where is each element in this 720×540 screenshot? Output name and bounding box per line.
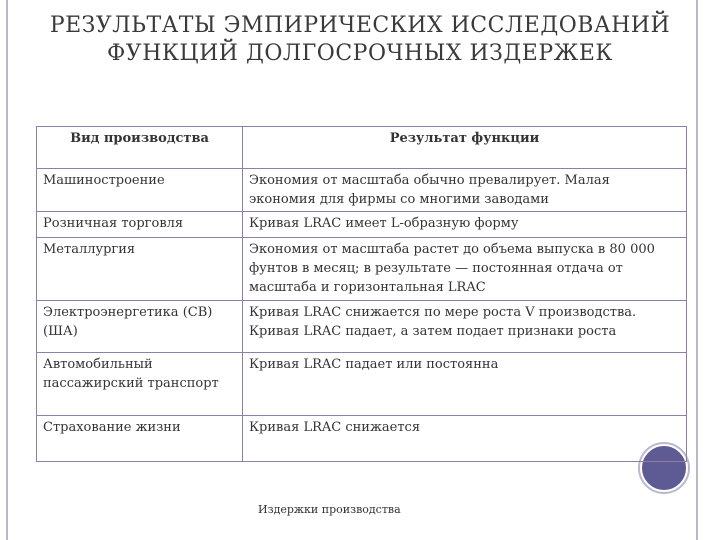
slide-title: РЕЗУЛЬТАТЫ ЭМПИРИЧЕСКИХ ИССЛЕДОВАНИЙ ФУНКЦИЙ ДОЛГОСРОЧНЫХ ИЗДЕРЖЕК bbox=[49, 13, 671, 66]
table-row bbox=[37, 416, 687, 462]
results-table bbox=[36, 126, 687, 462]
industry-cell: Страхование жизни bbox=[37, 416, 243, 462]
table-header-row bbox=[37, 127, 687, 169]
table-row bbox=[37, 212, 687, 238]
table-row bbox=[37, 353, 687, 416]
result-cell: Кривая LRAC падает или постоянна bbox=[243, 353, 687, 416]
header-industry: Вид производства bbox=[37, 127, 243, 169]
result-cell: Кривая LRAC снижается bbox=[243, 416, 687, 462]
industry-cell: Электроэнергетика (СВ) (ША) bbox=[37, 301, 243, 353]
slide-right-border bbox=[696, 0, 698, 540]
table-row bbox=[37, 238, 687, 301]
table-row bbox=[37, 301, 687, 353]
result-cell: Кривая LRAC имеет L-образную форму bbox=[243, 212, 687, 238]
industry-cell: Металлургия bbox=[37, 238, 243, 301]
result-cell: Экономия от масштаба обычно превалирует. Малая экономия для фирмы со многими заводами bbox=[243, 169, 687, 212]
result-cell: Экономия от масштаба растет до объема выпуска в 80 000 фунтов в месяц; в результате — постоянная отдача от масштаба и горизонтальная LRAC bbox=[243, 238, 687, 301]
industry-cell: Автомобильный пассажирский транспорт bbox=[37, 353, 243, 416]
industry-cell: Машиностроение bbox=[37, 169, 243, 212]
slide-left-border bbox=[6, 0, 8, 540]
table-row bbox=[37, 169, 687, 212]
result-cell: Кривая LRAC снижается по мере роста V производства. Кривая LRAC падает, а затем подает признаки роста bbox=[243, 301, 687, 353]
header-result: Результат функции bbox=[243, 127, 687, 169]
industry-cell: Розничная торговля bbox=[37, 212, 243, 238]
footer-text: Издержки производства bbox=[258, 503, 401, 516]
